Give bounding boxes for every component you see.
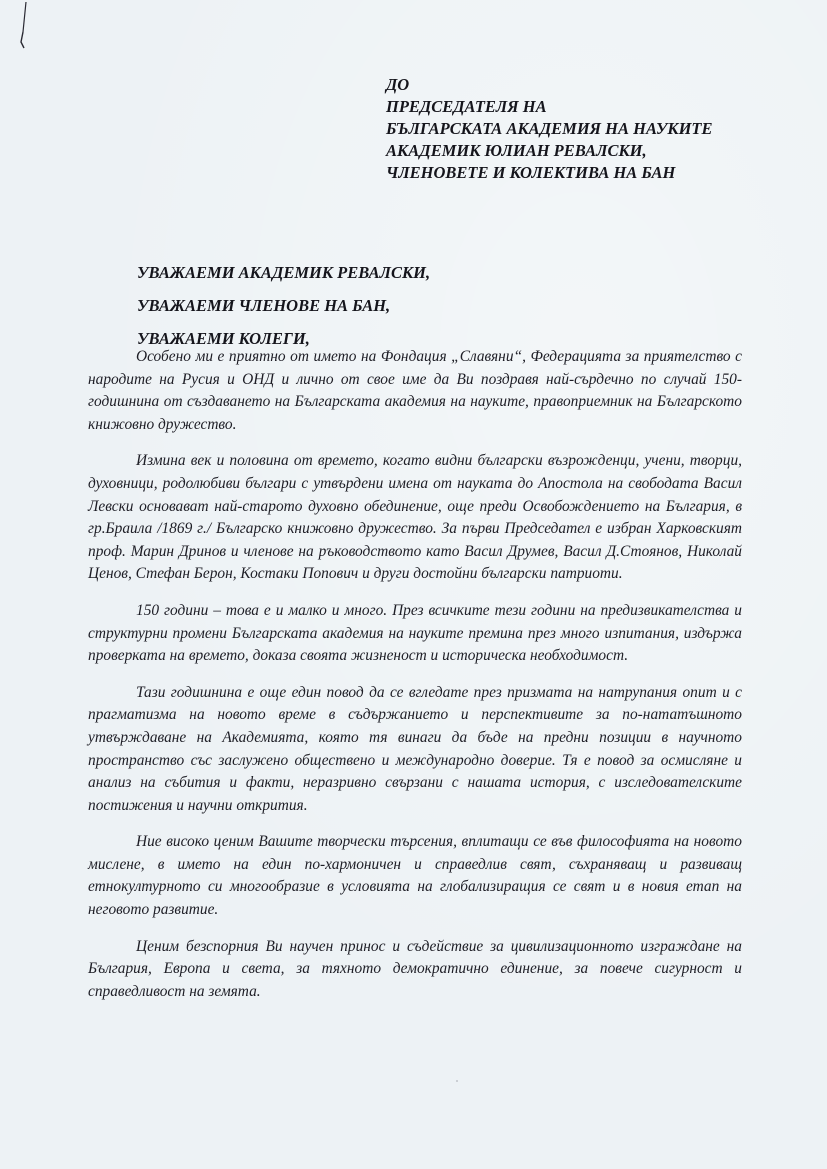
- salutation-block: [137, 256, 697, 355]
- pen-stroke-mark: [10, 2, 38, 54]
- addressee-block: [386, 74, 806, 184]
- letter-body: [88, 346, 742, 1017]
- paragraph-contribution: Ценим безспорния Ви научен принос и съдействие за цивилизационното изграждане на България, Европа и света, за тяхното демократично единение, за повече сигурност и справедливост на земята.: [88, 937, 742, 1000]
- paragraph-appreciation: Ние високо ценим Вашите творчески търсения, вплитащи се във философията на новото мислене, в името на един по-хармоничен и справедлив свят, съхраняващ и развиващ етнокултурното си многообразие в условията на глобализиращия се свят и в новия етап на неговото развитие.: [88, 833, 742, 919]
- salutation-members: УВАЖАЕМИ ЧЛЕНОВЕ НА БАН,: [137, 296, 391, 315]
- salutation-colleagues: УВАЖАЕМИ КОЛЕГИ,: [137, 329, 310, 348]
- paragraph-congratulation: Особено ми е приятно от името на Фондация „Славяни“, Федерацията за приятелство с народите на Русия и ОНД и лично от свое име да Ви поздравя най-сърдечно по случай 150-годишнина от създаването на Българската академия на науките, правоприемник на Българското книжовно дружество.: [88, 348, 742, 433]
- salutation-academician: УВАЖАЕМИ АКАДЕМИК РЕВАЛСКИ,: [137, 263, 431, 282]
- addressee-line-academy: БЪЛГАРСКАТА АКАДЕМИЯ НА НАУКИТЕ: [386, 119, 713, 138]
- addressee-line-to: ДО: [386, 75, 410, 94]
- paragraph-150-years: 150 години – това е и малко и много. През всичките тези години на предизвикателства и структурни промени Българската академия на науките премина през много изпитания, издържа проверката на времето, доказа своята жизненост и историческа необходимост.: [88, 601, 742, 665]
- paragraph-history: Измина век и половина от времето, когато видни български възрожденци, учени, творци, духовници, родолюбиви българи с утвърдени имена от науката до Апостола на свободата Васил Левски основават най-старото духовно обединение, още преди Освобождението на България, в гр.Браила /1869 г./ Българско книжовно дружество. За първи Председател е избран Харковският проф. Марин Дринов и членове на ръководството като Васил Друмев, Васил Д.Стоянов, Николай Ценов, Стефан Берон, Костаки Попович и други достойни български патриоти.: [88, 452, 742, 583]
- paragraph-anniversary: Тази годишнина е още един повод да се вгледате през призмата на натрупания опит и с прагматизма на новото време в съдържанието и перспективите за по-нататъшното утвърждаване на Академията, която тя винаги да бъде на предни позиции в научното пространство със заслужено обществено и международно доверие. Тя е повод за осмисляне и анализ на събития и факти, неразривно свързани с нашата история, с изследователските постижения и научни открития.: [88, 683, 742, 814]
- addressee-line-academician: АКАДЕМИК ЮЛИАН РЕВАЛСКИ,: [386, 141, 647, 160]
- addressee-line-members: ЧЛЕНОВЕТЕ И КОЛЕКТИВА НА БАН: [386, 163, 676, 182]
- addressee-line-chairman: ПРЕДСЕДАТЕЛЯ НА: [386, 97, 547, 116]
- scan-speck: [456, 1080, 458, 1082]
